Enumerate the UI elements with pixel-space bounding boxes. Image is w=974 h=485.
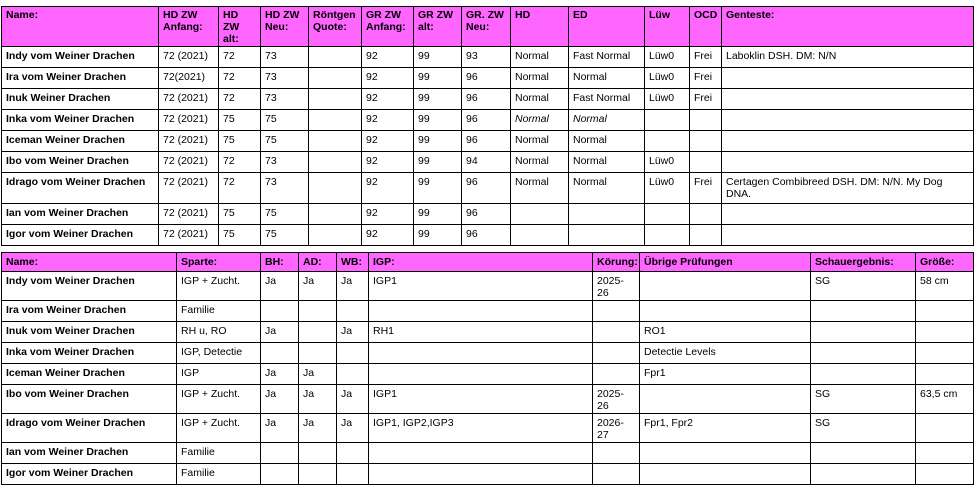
table-cell xyxy=(337,301,369,322)
table-cell: SG xyxy=(811,385,916,414)
table-row xyxy=(2,110,974,131)
dog-name-cell: Inuk Weiner Drachen xyxy=(2,89,159,110)
dog-name-cell: Ian vom Weiner Drachen xyxy=(2,443,177,464)
table-cell: 99 xyxy=(414,47,462,68)
table-row xyxy=(2,131,974,152)
dog-name-cell: Ibo vom Weiner Drachen xyxy=(2,152,159,173)
table-cell xyxy=(309,47,362,68)
table-cell: 96 xyxy=(462,173,511,204)
table1-header-ed: ED xyxy=(569,7,645,47)
table-cell: 72 xyxy=(219,152,261,173)
table-cell: 73 xyxy=(261,89,309,110)
table-cell xyxy=(593,322,640,343)
table-cell: 72 (2021) xyxy=(159,225,219,246)
table-cell xyxy=(640,385,811,414)
table-cell: RH1 xyxy=(369,322,593,343)
table-cell xyxy=(593,364,640,385)
table-cell: Normal xyxy=(511,173,569,204)
table-row xyxy=(2,322,974,343)
table-cell xyxy=(299,322,337,343)
table-cell xyxy=(722,131,974,152)
table-cell: 75 xyxy=(219,225,261,246)
table1-header-gr-zw-alt: GR ZW alt: xyxy=(414,7,462,47)
table-cell xyxy=(811,301,916,322)
table-cell: Familie xyxy=(177,464,261,485)
table-cell xyxy=(261,464,299,485)
table-cell: Normal xyxy=(569,68,645,89)
table-row xyxy=(2,464,974,485)
table-cell xyxy=(916,414,974,443)
table-cell: Frei xyxy=(690,89,722,110)
table-cell: 72 xyxy=(219,68,261,89)
table-cell xyxy=(916,464,974,485)
dog-name-cell: Igor vom Weiner Drachen xyxy=(2,225,159,246)
table-row xyxy=(2,385,974,414)
table2-header-wb: WB: xyxy=(337,253,369,272)
table2-header-übrige-prüfungen: Übrige Prüfungen xyxy=(640,253,811,272)
table-cell: Ja xyxy=(299,272,337,301)
table-cell: Normal xyxy=(569,173,645,204)
table-cell xyxy=(261,343,299,364)
table-cell: 72 (2021) xyxy=(159,47,219,68)
table-cell xyxy=(640,301,811,322)
table-cell xyxy=(811,443,916,464)
table-cell: RO1 xyxy=(640,322,811,343)
table-cell: Ja xyxy=(337,414,369,443)
table-cell xyxy=(309,68,362,89)
table1-header-hd-zw-anfang: HD ZW Anfang: xyxy=(159,7,219,47)
table-cell: Normal xyxy=(569,110,645,131)
table1-header-lüw: Lüw xyxy=(645,7,690,47)
table-cell: Fast Normal xyxy=(569,47,645,68)
table-row xyxy=(2,68,974,89)
table-cell xyxy=(640,443,811,464)
table-cell: 94 xyxy=(462,152,511,173)
table-cell: Normal xyxy=(511,68,569,89)
table-cell xyxy=(690,152,722,173)
table-cell: Ja xyxy=(299,385,337,414)
table-cell: Lüw0 xyxy=(645,68,690,89)
dog-name-cell: Inka vom Weiner Drachen xyxy=(2,110,159,131)
table-row xyxy=(2,272,974,301)
health-table xyxy=(1,6,974,246)
table2-header-sparte: Sparte: xyxy=(177,253,261,272)
table-cell: 92 xyxy=(362,173,414,204)
table-cell xyxy=(690,225,722,246)
table-cell: 92 xyxy=(362,225,414,246)
table-cell: IGP + Zucht. xyxy=(177,414,261,443)
table-cell: 75 xyxy=(261,131,309,152)
table-cell xyxy=(369,364,593,385)
table-cell: IGP, Detectie xyxy=(177,343,261,364)
table-row xyxy=(2,443,974,464)
table-cell xyxy=(593,343,640,364)
table-cell xyxy=(369,443,593,464)
table-cell xyxy=(299,343,337,364)
table-cell: 72 xyxy=(219,173,261,204)
table-cell: Ja xyxy=(261,272,299,301)
table-cell xyxy=(369,464,593,485)
table-cell: 92 xyxy=(362,152,414,173)
table-cell: 99 xyxy=(414,131,462,152)
table-cell xyxy=(690,110,722,131)
table-cell xyxy=(369,301,593,322)
dog-name-cell: Ira vom Weiner Drachen xyxy=(2,68,159,89)
table-cell xyxy=(690,131,722,152)
table-cell xyxy=(593,464,640,485)
table-cell: Normal xyxy=(511,131,569,152)
table-cell xyxy=(811,322,916,343)
table1-header-ocd: OCD xyxy=(690,7,722,47)
table-cell: Normal xyxy=(569,152,645,173)
table-cell: Fast Normal xyxy=(569,89,645,110)
table-cell xyxy=(916,322,974,343)
dog-name-cell: Inka vom Weiner Drachen xyxy=(2,343,177,364)
table-cell: 73 xyxy=(261,68,309,89)
table-cell: IGP1 xyxy=(369,272,593,301)
table-cell: 99 xyxy=(414,68,462,89)
table-cell: 72 xyxy=(219,89,261,110)
table-cell: IGP1 xyxy=(369,385,593,414)
table-cell: IGP xyxy=(177,364,261,385)
table-cell: 72 (2021) xyxy=(159,89,219,110)
table-cell: Fpr1, Fpr2 xyxy=(640,414,811,443)
table-cell: 92 xyxy=(362,68,414,89)
table-row xyxy=(2,225,974,246)
table-cell xyxy=(309,173,362,204)
table-cell: Frei xyxy=(690,173,722,204)
table-cell xyxy=(916,343,974,364)
table-cell: IGP + Zucht. xyxy=(177,272,261,301)
table-cell: Lüw0 xyxy=(645,152,690,173)
table-cell xyxy=(369,343,593,364)
table-cell: 73 xyxy=(261,152,309,173)
table-cell: Ja xyxy=(261,364,299,385)
table1-header-hd-zw-alt: HD ZW alt: xyxy=(219,7,261,47)
table-row xyxy=(2,414,974,443)
table2-header-körung: Körung: xyxy=(593,253,640,272)
table-cell xyxy=(593,443,640,464)
table-cell: Lüw0 xyxy=(645,173,690,204)
table-cell xyxy=(640,272,811,301)
table-cell: Ja xyxy=(261,322,299,343)
table-cell xyxy=(916,443,974,464)
table-cell: 75 xyxy=(261,225,309,246)
table-cell: 96 xyxy=(462,225,511,246)
table-cell: 99 xyxy=(414,173,462,204)
table-row xyxy=(2,47,974,68)
dog-name-cell: Igor vom Weiner Drachen xyxy=(2,464,177,485)
table-cell: 96 xyxy=(462,89,511,110)
table-cell: Familie xyxy=(177,301,261,322)
table-cell: 72 (2021) xyxy=(159,204,219,225)
table-cell xyxy=(645,204,690,225)
table-cell: 96 xyxy=(462,204,511,225)
table-cell: 2026-27 xyxy=(593,414,640,443)
table-cell: 72 xyxy=(219,47,261,68)
table-cell xyxy=(337,443,369,464)
table-cell xyxy=(645,110,690,131)
table1-header-hd-zw-neu: HD ZW Neu: xyxy=(261,7,309,47)
table-cell: RH u, RO xyxy=(177,322,261,343)
table-cell: Ja xyxy=(337,385,369,414)
table-cell xyxy=(690,204,722,225)
table-cell: 2025-26 xyxy=(593,385,640,414)
table-cell: 92 xyxy=(362,204,414,225)
table-cell xyxy=(722,89,974,110)
table-cell xyxy=(309,152,362,173)
table-cell: Normal xyxy=(511,89,569,110)
table-cell xyxy=(593,301,640,322)
table-cell: Ja xyxy=(299,414,337,443)
table-cell: 72 (2021) xyxy=(159,152,219,173)
table-cell xyxy=(299,301,337,322)
table-cell: Laboklin DSH. DM: N/N xyxy=(722,47,974,68)
table1-header-gr-zw-neu: GR. ZW Neu: xyxy=(462,7,511,47)
table-cell: 75 xyxy=(219,131,261,152)
dog-name-cell: Iceman Weiner Drachen xyxy=(2,364,177,385)
dog-name-cell: Iceman Weiner Drachen xyxy=(2,131,159,152)
table-cell: 73 xyxy=(261,47,309,68)
table-cell xyxy=(916,364,974,385)
table-cell xyxy=(722,225,974,246)
table-cell xyxy=(309,110,362,131)
table-cell xyxy=(811,464,916,485)
table-cell: Familie xyxy=(177,443,261,464)
table-row xyxy=(2,152,974,173)
table-cell xyxy=(916,301,974,322)
table-cell: 75 xyxy=(219,204,261,225)
table-cell: 72 (2021) xyxy=(159,110,219,131)
table-cell xyxy=(261,443,299,464)
table-cell: Normal xyxy=(511,110,569,131)
table-row xyxy=(2,364,974,385)
table-cell xyxy=(569,225,645,246)
table-cell: Normal xyxy=(511,152,569,173)
dog-name-cell: Idrago vom Weiner Drachen xyxy=(2,173,159,204)
table-cell: SG xyxy=(811,272,916,301)
dog-name-cell: Ira vom Weiner Drachen xyxy=(2,301,177,322)
table-cell: 58 cm xyxy=(916,272,974,301)
dog-name-cell: Inuk vom Weiner Drachen xyxy=(2,322,177,343)
table2-header-bh: BH: xyxy=(261,253,299,272)
table-row xyxy=(2,89,974,110)
table-cell: Ja xyxy=(337,272,369,301)
table-cell: 92 xyxy=(362,47,414,68)
table-cell: SG xyxy=(811,414,916,443)
table2-header-schauergebnis: Schauergebnis: xyxy=(811,253,916,272)
table-cell xyxy=(569,204,645,225)
dog-name-cell: Ibo vom Weiner Drachen xyxy=(2,385,177,414)
exams-table xyxy=(1,252,974,485)
table-cell: 99 xyxy=(414,204,462,225)
table-cell xyxy=(645,225,690,246)
table-cell: Ja xyxy=(337,322,369,343)
table1-header-röntgen-quote: Röntgen Quote: xyxy=(309,7,362,47)
table-cell xyxy=(299,443,337,464)
table-cell xyxy=(261,301,299,322)
table-cell: 96 xyxy=(462,110,511,131)
table-cell xyxy=(811,343,916,364)
table1-header-gr-zw-anfang: GR ZW Anfang: xyxy=(362,7,414,47)
table-cell: 72(2021) xyxy=(159,68,219,89)
table-cell: Fpr1 xyxy=(640,364,811,385)
table1-header-name: Name: xyxy=(2,7,159,47)
table-cell xyxy=(309,204,362,225)
table-cell: Frei xyxy=(690,68,722,89)
table-cell: 99 xyxy=(414,110,462,131)
table-row xyxy=(2,301,974,322)
health-table-header-row xyxy=(2,7,974,47)
table-cell: 92 xyxy=(362,89,414,110)
table-cell: Ja xyxy=(299,364,337,385)
table-cell xyxy=(722,68,974,89)
table2-header-name: Name: xyxy=(2,253,177,272)
table2-header-ad: AD: xyxy=(299,253,337,272)
dog-name-cell: Idrago vom Weiner Drachen xyxy=(2,414,177,443)
table-cell: 72 (2021) xyxy=(159,131,219,152)
table-cell xyxy=(645,131,690,152)
table-row xyxy=(2,343,974,364)
table-cell: 96 xyxy=(462,68,511,89)
table-cell: 63,5 cm xyxy=(916,385,974,414)
table-cell: Ja xyxy=(261,414,299,443)
table-cell xyxy=(722,110,974,131)
table-cell: 92 xyxy=(362,131,414,152)
table-cell: Frei xyxy=(690,47,722,68)
table-cell: 75 xyxy=(261,204,309,225)
table-cell: 73 xyxy=(261,173,309,204)
table-cell: 99 xyxy=(414,225,462,246)
dog-name-cell: Indy vom Weiner Drachen xyxy=(2,272,177,301)
table1-header-genteste: Genteste: xyxy=(722,7,974,47)
table-cell: 72 (2021) xyxy=(159,173,219,204)
table2-header-größe: Größe: xyxy=(916,253,974,272)
table-cell xyxy=(337,464,369,485)
dog-name-cell: Indy vom Weiner Drachen xyxy=(2,47,159,68)
table-cell xyxy=(337,343,369,364)
table-cell: 2025-26 xyxy=(593,272,640,301)
table-cell: IGP1, IGP2,IGP3 xyxy=(369,414,593,443)
table-cell: 93 xyxy=(462,47,511,68)
exams-table-header-row xyxy=(2,253,974,272)
table-cell: 75 xyxy=(261,110,309,131)
table2-header-igp: IGP: xyxy=(369,253,593,272)
table-row xyxy=(2,173,974,204)
table-row xyxy=(2,204,974,225)
table-cell: Certagen Combibreed DSH. DM: N/N. My Dog DNA. xyxy=(722,173,974,204)
table-cell xyxy=(722,152,974,173)
table-cell xyxy=(511,204,569,225)
table-cell: 99 xyxy=(414,89,462,110)
table-cell: Ja xyxy=(261,385,299,414)
table-cell: Normal xyxy=(511,47,569,68)
table-cell xyxy=(309,225,362,246)
table-cell: 99 xyxy=(414,152,462,173)
table1-header-hd: HD xyxy=(511,7,569,47)
table-cell: Normal xyxy=(569,131,645,152)
table-cell xyxy=(640,464,811,485)
table-cell xyxy=(337,364,369,385)
table-cell: 96 xyxy=(462,131,511,152)
table-cell: Lüw0 xyxy=(645,89,690,110)
table-cell xyxy=(511,225,569,246)
table-cell: 75 xyxy=(219,110,261,131)
table-cell: 92 xyxy=(362,110,414,131)
dog-name-cell: Ian vom Weiner Drachen xyxy=(2,204,159,225)
table-cell: Lüw0 xyxy=(645,47,690,68)
table-cell xyxy=(722,204,974,225)
table-cell xyxy=(299,464,337,485)
table-cell xyxy=(309,89,362,110)
table-cell xyxy=(811,364,916,385)
table-cell xyxy=(309,131,362,152)
table-cell: Detectie Levels xyxy=(640,343,811,364)
table-cell: IGP + Zucht. xyxy=(177,385,261,414)
